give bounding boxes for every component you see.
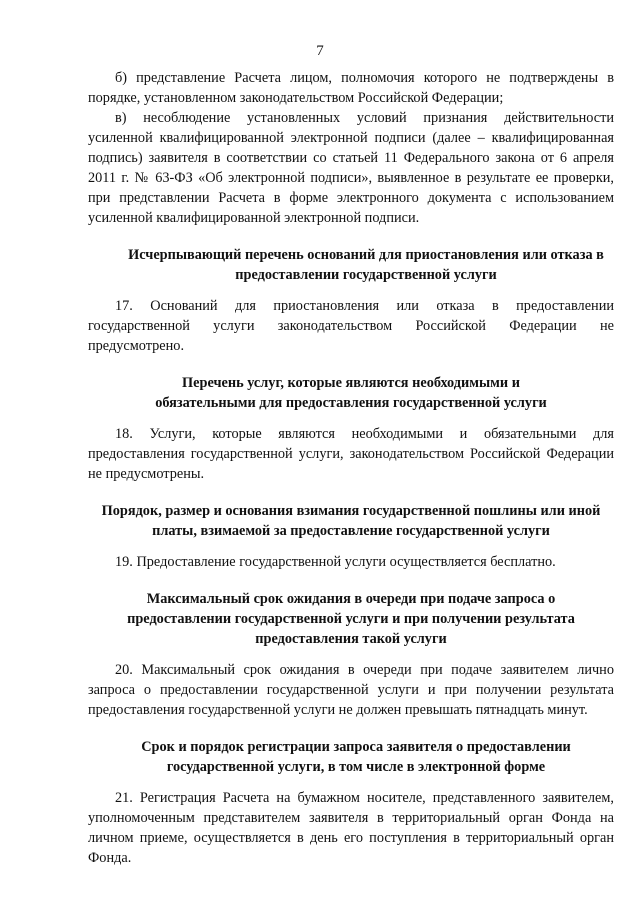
heading-required-services: Перечень услуг, которые являются необходимыми и обязательными для предоставления государственной услуги (155, 375, 547, 411)
document-body (88, 68, 614, 868)
paragraph-18: 18. Услуги, которые являются необходимыми и обязательными для предоставления государственной услуги, законодательством Российской Федерации не предусмотрены. (88, 426, 614, 482)
paragraph-20: 20. Максимальный срок ожидания в очереди при подаче заявителем лично запроса о предоставлении государственной услуги и при получении результата предоставления государственной услуги не должен превышать пятнадцать минут. (88, 662, 614, 718)
heading-suspension-refusal-grounds: Исчерпывающий перечень оснований для приостановления или отказа в предоставлении государственной услуги (128, 247, 604, 283)
heading-queue-waiting-time: Максимальный срок ожидания в очереди при подаче запроса о предоставлении государственной услуги и при получении результата предоставления такой услуги (127, 591, 575, 647)
heading-state-fee: Порядок, размер и основания взимания государственной пошлины или иной платы, взимаемой за предоставление государственной услуги (101, 503, 601, 539)
paragraph-b: б) представление Расчета лицом, полномочия которого не подтверждены в порядке, установленном законодательством Российской Федерации; (88, 70, 614, 106)
paragraph-v: в) несоблюдение установленных условий признания действительности усиленной квалифицированной электронной подписи (далее – квалифицированная подпись) заявителя в соответствии со статьей 11 Федерального закона от 6 апреля 2011 г. № 63-ФЗ «Об электронной подписи», выявленное в результате ее проверки, при представлении Расчета в форме электронного документа с использованием усиленной квалифицированной электронной подписи. (88, 110, 614, 226)
paragraph-17: 17. Оснований для приостановления или отказа в предоставлении государственной услуги законодательством Российской Федерации не предусмотрено. (88, 298, 614, 354)
page-number: 7 (316, 43, 324, 59)
heading-request-registration: Срок и порядок регистрации запроса заявителя о предоставлении государственной услуги, в том числе в электронной форме (141, 739, 571, 775)
paragraph-19: 19. Предоставление государственной услуги осуществляется бесплатно. (115, 554, 556, 570)
paragraph-21: 21. Регистрация Расчета на бумажном носителе, представленного заявителем, уполномоченным представителем заявителя в территориальный орган Фонда на личном приеме, осуществляется в день его поступления в территориальный орган Фонда. (88, 790, 614, 866)
